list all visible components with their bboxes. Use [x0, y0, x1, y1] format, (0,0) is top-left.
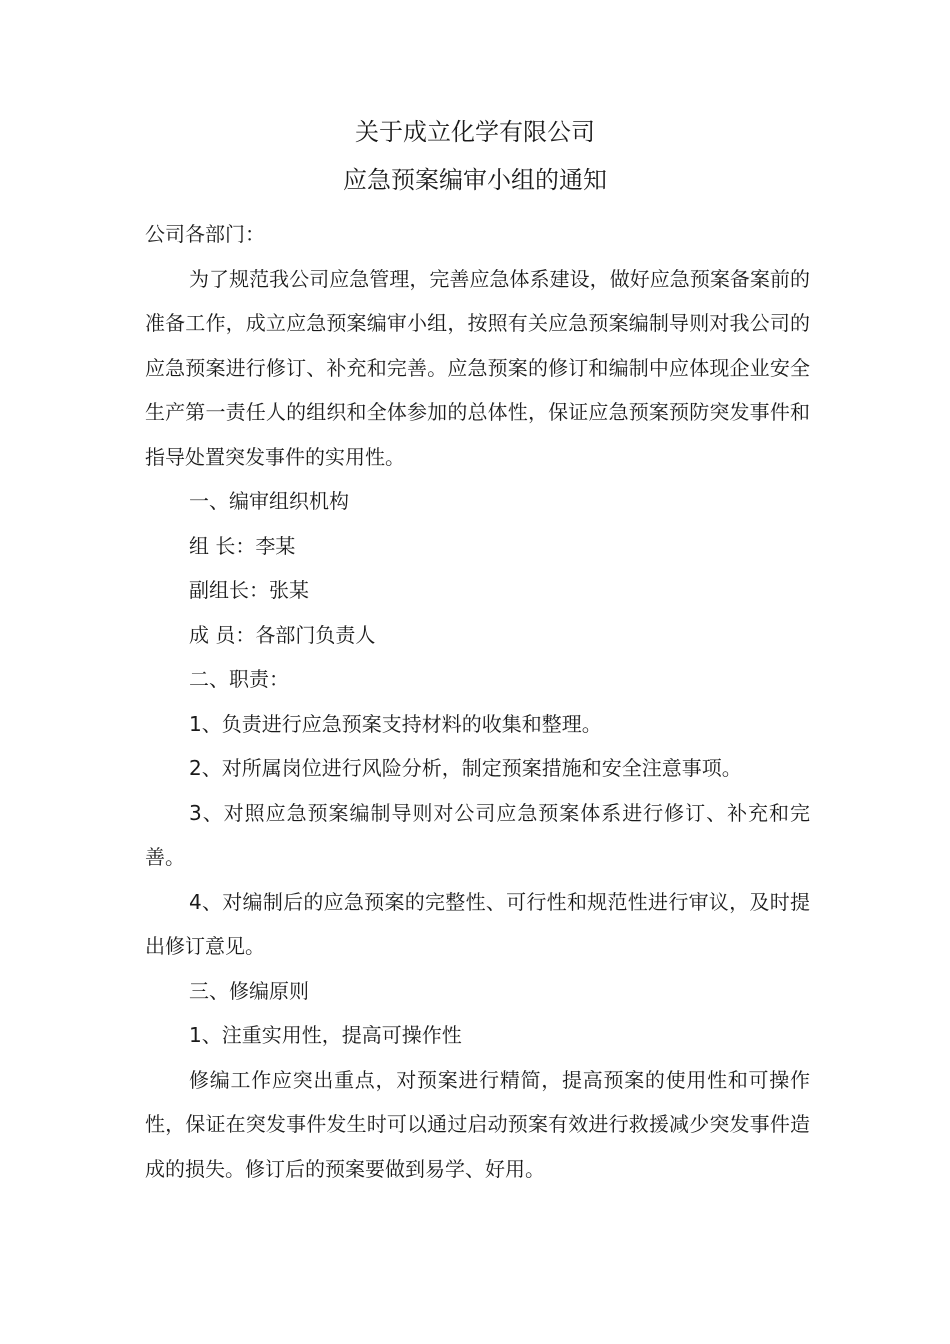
- member-deputy-leader: 副组长：张某: [189, 578, 309, 602]
- section-heading-principles: 三、修编原则: [189, 978, 309, 1003]
- section-heading-organization: 一、编审组织机构: [189, 489, 349, 513]
- member-leader: 组 长：李某: [189, 533, 296, 558]
- member-members: 成 员：各部门负责人: [189, 622, 376, 647]
- principle-item-1: 1、注重实用性，提高可操作性: [189, 1023, 462, 1047]
- duty-item-1: 1、负责进行应急预案支持材料的收集和整理。: [189, 711, 602, 736]
- document-body: [145, 212, 810, 1191]
- document-title-line-1: 关于成立化学有限公司: [355, 118, 595, 146]
- section-heading-duties: 二、职责：: [189, 667, 289, 691]
- intro-paragraph: 为了规范我公司应急管理，完善应急体系建设，做好应急预案备案前的准备工作，成立应急预案编审小组，按照有关应急预案编制导则对我公司的应急预案进行修订、补充和完善。应急预案的修订和编制中应体现企业安全生产第一责任人的组织和全体参加的总体性，保证应急预案预防突发事件和指导处置突发事件的实用性。: [145, 266, 810, 469]
- duty-item-3: 3、对照应急预案编制导则对公司应急预案体系进行修订、补充和完善。: [145, 800, 810, 869]
- principle-item-1-body: 修编工作应突出重点，对预案进行精简，提高预案的使用性和可操作性，保证在突发事件发生时可以通过启动预案有效进行救援减少突发事件造成的损失。修订后的预案要做到易学、好用。: [145, 1067, 810, 1181]
- duty-item-4: 4、对编制后的应急预案的完整性、可行性和规范性进行审议，及时提出修订意见。: [145, 889, 810, 958]
- duty-item-2: 2、对所属岗位进行风险分析，制定预案措施和安全注意事项。: [189, 756, 742, 780]
- document-title-line-2: 应急预案编审小组的通知: [343, 166, 607, 194]
- salutation: 公司各部门：: [145, 222, 265, 246]
